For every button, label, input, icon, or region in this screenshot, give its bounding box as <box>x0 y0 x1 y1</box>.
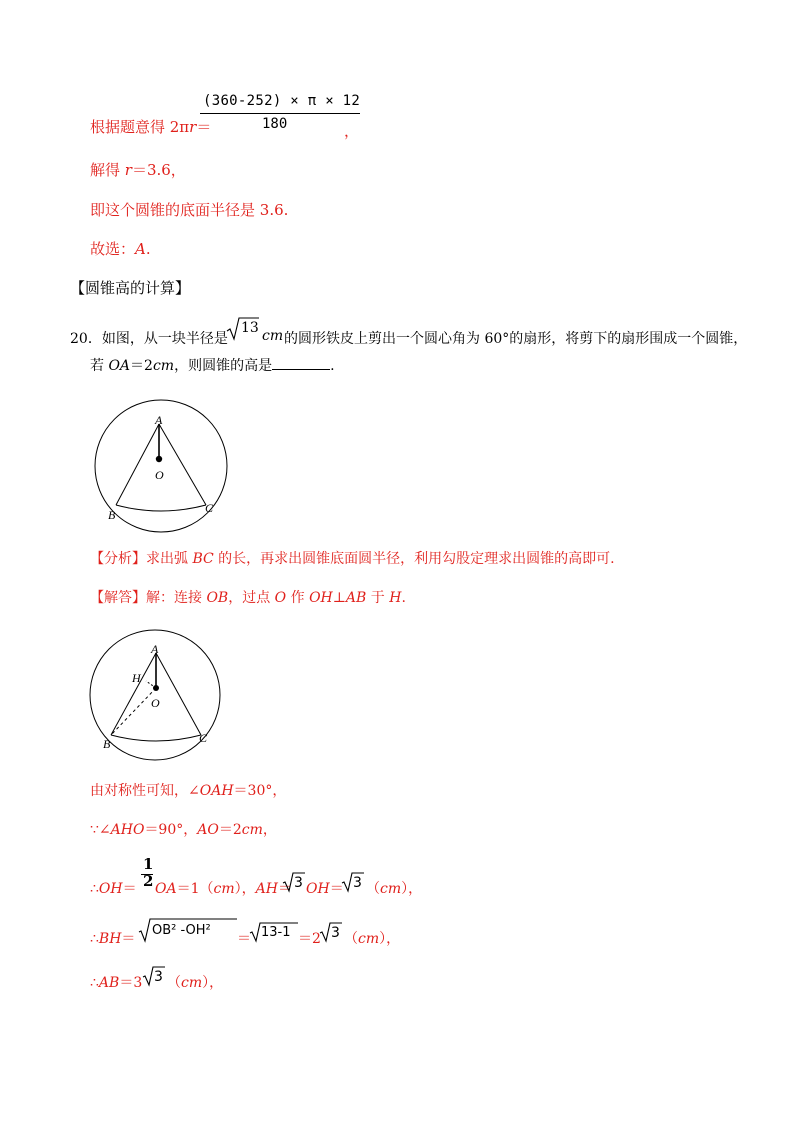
problem-line-1 <box>70 328 228 348</box>
line2-unit: cm <box>152 358 175 374</box>
step4-open: （ <box>344 931 358 947</box>
problem-number: 20． <box>70 331 102 347</box>
fig1-line-AB <box>116 424 159 505</box>
answer-text-c: 作 <box>286 590 310 606</box>
step3-close: ）， <box>234 881 256 897</box>
step3-eq: ＝ <box>122 881 137 897</box>
eq-prefix: 根据题意得 2π <box>90 118 190 136</box>
step-4-end <box>344 928 400 948</box>
figure-1-diagram <box>88 395 248 545</box>
fig1-point-O <box>156 456 162 462</box>
step3-var-AH: AH <box>255 881 278 897</box>
step3-sqrt-3-b-value: 3 <box>353 875 362 891</box>
answer-var-O: O <box>274 590 287 606</box>
step4-var-BH: BH <box>98 931 122 947</box>
step4-therefore: ∴ <box>90 931 99 947</box>
line2-value: ＝2 <box>130 358 153 374</box>
step2-var-AO: AO <box>197 822 219 838</box>
step5-unit: cm <box>181 975 203 991</box>
step-5-end <box>167 972 223 992</box>
fig2-label-C: C <box>199 731 208 745</box>
line2-var: OA <box>108 358 131 374</box>
sqrt-13-value: 13 <box>241 320 259 336</box>
step3-unit: cm <box>213 881 235 897</box>
fig1-line-AC <box>159 424 206 505</box>
step3-frac-den: 2 <box>143 872 154 890</box>
answer-var-OB: OB <box>206 590 229 606</box>
step3-unit2: cm <box>380 881 402 897</box>
problem-unit: cm <box>262 328 284 344</box>
problem-text-b: 的圆形铁皮上剪出一个圆心角为 60°的扇形，将剪下的扇形围成一个圆锥， <box>284 331 748 347</box>
step3-end: ）， <box>401 881 423 897</box>
analysis-text-a: 求出弧 <box>146 551 193 567</box>
step-3-mid2 <box>306 878 344 898</box>
step4-eq2: ＝ <box>237 931 251 947</box>
section-title: 【圆锥高的计算】 <box>70 279 191 297</box>
fraction-numerator: (360-252) × π × 12 <box>203 93 361 109</box>
fig2-line-OH-dashed <box>146 681 156 688</box>
step3-value: ＝1（ <box>176 881 214 897</box>
figure-2-diagram <box>85 625 245 775</box>
step5-open: （ <box>167 975 181 991</box>
choice-line <box>90 238 151 259</box>
step4-value: ＝2 <box>298 931 321 947</box>
fig2-line-AB <box>111 653 156 735</box>
solve-value: ＝3.6， <box>131 161 186 179</box>
fig2-label-A: A <box>151 642 159 656</box>
eq-equals: ＝ <box>196 118 212 136</box>
answer-line <box>90 587 406 607</box>
answer-end: . <box>401 590 406 606</box>
solve-var: r <box>124 161 132 179</box>
problem-text-a: 如图，从一块半径是 <box>101 331 228 347</box>
step3-var-OA: OA <box>155 881 177 897</box>
step5-var-AB: AB <box>98 975 120 991</box>
fig2-line-OB-dashed <box>111 688 156 735</box>
analysis-tag: 【分析】 <box>90 551 146 567</box>
step4-sqrt-big-value: OB² -OH² <box>152 923 211 938</box>
choice-text: 故选： <box>90 240 136 258</box>
step5-end: ）， <box>202 975 224 991</box>
answer-text-e: 于 <box>366 590 390 606</box>
step2-value: ＝2 <box>218 822 242 838</box>
step3-frac-num: 1 <box>143 855 154 873</box>
step-5-start <box>90 972 142 992</box>
analysis-var: BC <box>192 551 214 567</box>
step3-var-OH2: OH <box>306 881 330 897</box>
step4-sqrt-3-value: 3 <box>331 925 340 941</box>
step5-value: ＝3 <box>119 975 143 991</box>
fig2-line-AC <box>156 653 201 735</box>
fig1-arc-BC <box>116 505 206 511</box>
line2-end: . <box>330 358 335 374</box>
step3-eq3: ＝ <box>329 881 344 897</box>
fig1-label-A: A <box>155 413 163 427</box>
answer-blank <box>272 368 330 370</box>
step3-sqrt-3-a-value: 3 <box>294 875 303 891</box>
step-2 <box>90 819 277 839</box>
step-1 <box>90 780 286 800</box>
analysis-text-b: 的长，再求出圆锥底面圆半径，利用勾股定理求出圆锥的高即可. <box>213 551 615 567</box>
step3-open: （ <box>366 881 380 897</box>
answer-text-b: ，过点 <box>228 590 275 606</box>
solve-text: 解得 <box>90 161 125 179</box>
fig2-label-O: O <box>151 696 160 710</box>
step1-text-b: ＝30°， <box>233 783 287 799</box>
step4-sqrt-13-1-value: 13-1 <box>261 925 291 940</box>
step4-end: ）， <box>379 931 401 947</box>
step-3-end <box>366 878 422 898</box>
step5-therefore: ∴ <box>90 975 99 991</box>
step2-text-a: ∵∠ <box>90 822 111 838</box>
step3-eq2: ＝ <box>277 881 292 897</box>
solve-line <box>90 159 186 180</box>
answer-perp: ⊥ <box>332 590 346 606</box>
fraction-bar <box>200 113 360 114</box>
equation-line <box>90 116 211 137</box>
step3-therefore: ∴ <box>90 881 99 897</box>
step4-unit: cm <box>358 931 380 947</box>
answer-text-a: 解：连接 <box>146 590 207 606</box>
step-4-start <box>90 928 135 948</box>
step1-var: OAH <box>199 783 234 799</box>
analysis-line <box>90 548 615 568</box>
line2-text-a: 若 <box>90 358 109 374</box>
step-3-mid <box>155 878 292 898</box>
step1-text-a: 由对称性可知，∠ <box>90 783 200 799</box>
step2-var-AHO: AHO <box>110 822 145 838</box>
answer-var-H: H <box>389 590 402 606</box>
step4-eq: ＝ <box>121 931 136 947</box>
answer-var-AB: AB <box>345 590 367 606</box>
step5-sqrt-3-value: 3 <box>154 969 163 985</box>
fig2-label-B: B <box>103 737 111 751</box>
answer-var-OH: OH <box>309 590 333 606</box>
conclusion-line: 即这个圆锥的底面半径是 3.6. <box>90 201 289 219</box>
step-3-start <box>90 878 137 898</box>
step2-end: ， <box>262 822 277 838</box>
problem-line-2 <box>90 355 335 375</box>
step3-var-OH: OH <box>98 881 123 897</box>
fraction-denominator: 180 <box>262 116 288 132</box>
fig2-arc-BC <box>111 735 201 741</box>
step2-unit: cm <box>241 822 263 838</box>
eq-var: r <box>189 118 197 136</box>
choice-end: . <box>145 240 151 258</box>
choice-var: A <box>135 240 146 258</box>
fig1-label-C: C <box>205 501 214 515</box>
fig2-label-H: H <box>132 671 141 685</box>
equation-suffix: ， <box>344 122 360 140</box>
fig1-label-O: O <box>155 468 164 482</box>
line2-text-c: ，则圆锥的高是 <box>174 358 273 374</box>
answer-tag: 【解答】 <box>90 590 146 606</box>
step2-text-b: ＝90°， <box>144 822 198 838</box>
fig1-label-B: B <box>108 508 116 522</box>
